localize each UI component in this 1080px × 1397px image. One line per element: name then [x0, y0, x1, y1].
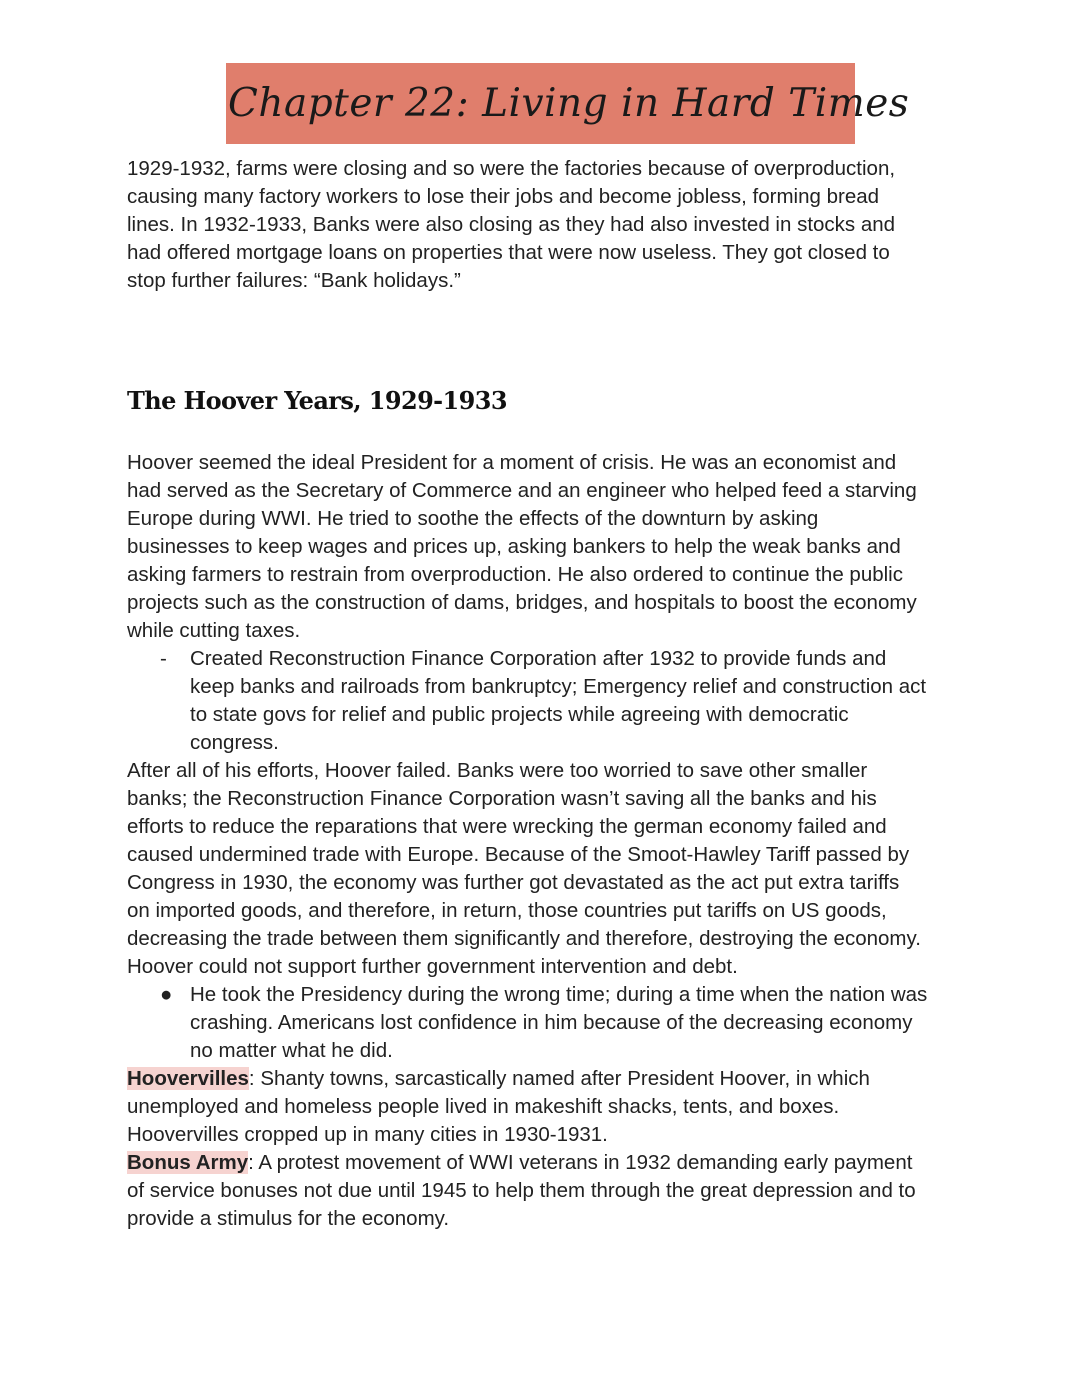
term-definition-hoovervilles: : Shanty towns, sarcastically named after President Hoover, in which unemployed and homeless people lived in makeshift shacks, tents, and boxes. Hoovervilles cropped up in many cities in 1930-1931.	[127, 1067, 870, 1146]
hoover-paragraph-1: Hoover seemed the ideal President for a moment of crisis. He was an economist and had served as the Secretary of Commerce and an engineer who helped feed a starving Europe during WWI. He tried to soothe the effects of the downturn by asking businesses to keep wages and prices up, asking bankers to help the weak banks and asking farmers to restrain from overproduction. He also ordered to continue the public projects such as the construction of dams, bridges, and hospitals to boost the economy while cutting taxes.	[127, 451, 917, 642]
chapter-title-banner	[226, 63, 910, 144]
intro-paragraph: 1929-1932, farms were closing and so were the factories because of overproduction, causing many factory workers to lose their jobs and become jobless, forming bread lines. In 1932-1933, Banks were also closing as they had also invested in stocks and had offered mortgage loans on properties that were now useless. They got closed to stop further failures: “Bank holidays.”	[127, 157, 896, 292]
term-label-hoovervilles: Hoovervilles	[127, 1067, 249, 1090]
list-item-text: Created Reconstruction Finance Corporation after 1932 to provide funds and keep banks and railroads from bankruptcy; Emergency relief and construction act to state govs for relief and public projects while agreeing with democratic congress.	[190, 647, 927, 754]
section-heading-hoover-years: The Hoover Years, 1929-1933	[127, 386, 507, 415]
term-definition-bonus-army: : A protest movement of WWI veterans in 1932 demanding early payment of service bonuses not due until 1945 to help them through the great depression and to provide a stimulus for the economy.	[127, 1151, 916, 1230]
term-hoovervilles	[127, 1065, 957, 1149]
term-bonus-army	[127, 1149, 957, 1233]
hoover-paragraph-2: After all of his efforts, Hoover failed. Banks were too worried to save other smaller banks; the Reconstruction Finance Corporation wasn’t saving all the banks and his efforts to reduce the reparations that were wrecking the german economy failed and caused undermined trade with Europe. Because of the Smoot-Hawley Tariff passed by Congress in 1930, the economy was further got devastated as the act put extra tariffs on imported goods, and therefore, in return, those countries put tariffs on US goods, decreasing the trade between them significantly and therefore, destroying the economy. Hoover could not support further government intervention and debt.	[127, 759, 921, 978]
dash-marker: -	[160, 647, 167, 670]
list-item-text: He took the Presidency during the wrong time; during a time when the nation was crashing. Americans lost confidence in him because of the decreasing economy no matter what he did.	[190, 983, 928, 1062]
term-label-bonus-army: Bonus Army	[127, 1151, 249, 1174]
bullet-marker: ●	[160, 983, 173, 1006]
chapter-title: Chapter 22: Living in Hard Times	[228, 81, 910, 126]
